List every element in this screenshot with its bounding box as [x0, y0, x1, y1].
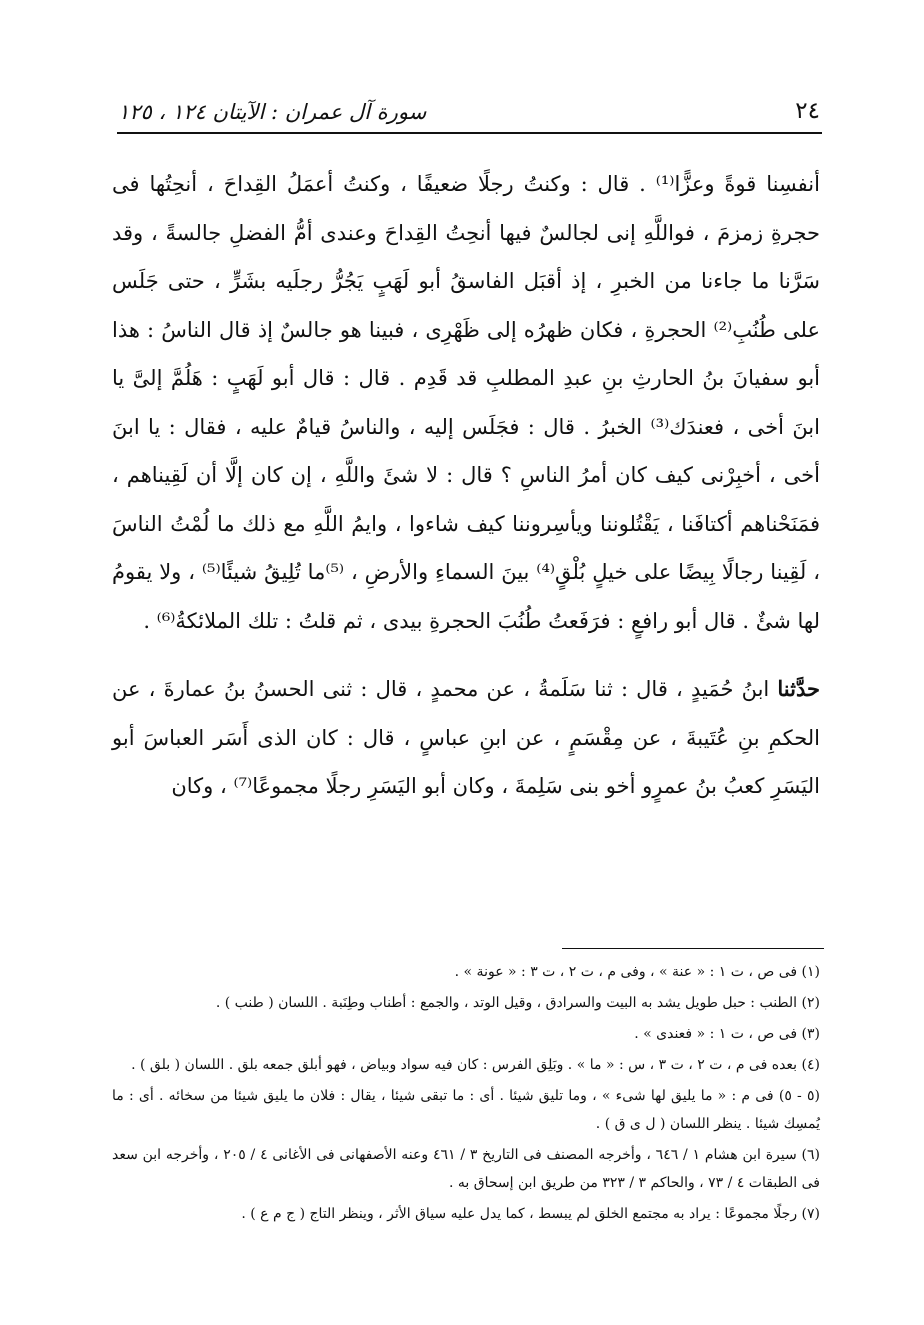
footnote-4: (٤) بعده فى م ، ت ٢ ، ت ٣ ، س : « ما » . وبَلِق الفرس : كان فيه سواد وبياض ، فهو أبلق جمعه بلق . اللسان ( بلق ) . [131, 1057, 820, 1073]
footnote-rule [562, 948, 824, 949]
running-title: سورة آل عمران : الآيتان ١٢٤ ، ١٢٥ [118, 100, 427, 124]
footnotes [112, 958, 820, 1231]
footnote-6: (٦) سيرة ابن هشام ١ / ٦٤٦ ، وأخرجه المصنف فى التاريخ ٣ / ٤٦١ وعنه الأصفهانى فى الأغانى ٤ / ٢٠٥ ، وأخرجه ابن سعد فى الطبقات ٤ / ٧٣ ، والحاكم ٣ / ٣٢٣ من طريق ابن إسحاق به . [112, 1147, 820, 1191]
paragraph-2 [112, 665, 820, 811]
footnote-2: (٢) الطنب : حبل طويل يشد به البيت والسرادق ، وقيل الوتد ، والجمع : أطناب وطِنَبة . اللسان ( طنب ) . [215, 995, 820, 1011]
paragraph-text: أنفسِنا قوةً وعزًّا⁽¹⁾ . قال : وكنتُ رجلًا ضعيفًا ، وكنتُ أعمَلُ القِداحَ ، أنحِتُها فى حجرةِ زمزمَ ، فواللَّهِ إنى لجالسٌ فيها أنحِتُ القِداحَ وعندى أمُّ الفضلِ جالسةً ، وقد سَرَّنا ما جاءنا من الخبرِ ، إذ أقبَل الفاسقُ أبو لَهَبٍ يَجُرُّ رجلَيه بشَرٍّ ، حتى جَلَس على طُنُبِ⁽²⁾ الحجرةِ ، فكان ظهرُه إلى ظَهْرِى ، فبينا هو جالسٌ إذ قال الناسُ : هذا أبو سفيانَ بنُ الحارثِ بنِ عبدِ المطلبِ قد قَدِم . قال : قال أبو لَهَبٍ : هَلُمَّ إلىَّ يا ابنَ أخى ، فعندَك⁽³⁾ الخبرُ . قال : فجَلَس إليه ، والناسُ قيامٌ عليه ، فقال : يا ابنَ أخى ، أخبِرْنى كيف كان أمرُ الناسِ ؟ قال : لا شئَ واللَّهِ ، إن كان إلَّا أن لَقِيناهم ، فمَنَحْناهم أكتافَنا ، يَقْتُلوننا ويأسِروننا كيف شاءوا ، وايمُ اللَّهِ مع ذلك ما لُمْتُ الناسَ ، لَقِينا رجالًا بِيضًا على خيلٍ بُلْقٍ⁽⁴⁾ بينَ السماءِ والأرضِ ، ⁽⁵⁾ما تُلِيقُ شيئًا⁽⁵⁾ ، ولا يقومُ لها شئٌ . قال أبو رافعٍ : فرَفَعتُ طُنُبَ الحجرةِ بيدى ، ثم قلتُ : تلك الملائكةُ⁽⁶⁾ . [112, 172, 820, 633]
main-text [112, 160, 820, 811]
paragraph-text: ابنُ حُمَيدٍ ، قال : ثنا سَلَمةُ ، عن محمدٍ ، قال : ثنى الحسنُ بنُ عمارةَ ، عن الحكمِ بنِ عُتَيبةَ ، عن مِقْسَمٍ ، عن ابنِ عباسٍ ، قال : كان الذى أَسَر العباسَ أبو اليَسَرِ كعبُ بنُ عمرٍو أخو بنى سَلِمةَ ، وكان أبو اليَسَرِ رجلًا مجموعًا⁽⁷⁾ ، وكان [112, 677, 820, 798]
page-number: ٢٤ [795, 98, 820, 124]
header-rule [117, 132, 822, 134]
paragraph-1 [112, 160, 820, 645]
page-header [118, 84, 820, 124]
footnote-5: (٥ - ٥) فى م : « ما يليق لها شىء » ، وما تليق شيئا . أى : ما تبقى شيئا ، يقال : فلان ما يليق شيئا من سخائه . أى : ما يُمسِك شيئا . ينظر اللسان ( ل ى ق ) . [112, 1088, 820, 1132]
hadith-lead-word: حدَّثنا [777, 676, 820, 701]
footnote-7: (٧) رجلًا مجموعًا : يراد به مجتمع الخلق لم يبسط ، كما يدل عليه سياق الأثر ، وينظر التاج ( ج م ع ) . [241, 1206, 820, 1222]
footnote-1: (١) فى ص ، ت ١ : « عنة » ، وفى م ، ت ٢ ، ت ٣ : « عونة » . [454, 964, 820, 980]
footnote-3: (٣) فى ص ، ت ١ : « فعندى » . [634, 1026, 820, 1042]
